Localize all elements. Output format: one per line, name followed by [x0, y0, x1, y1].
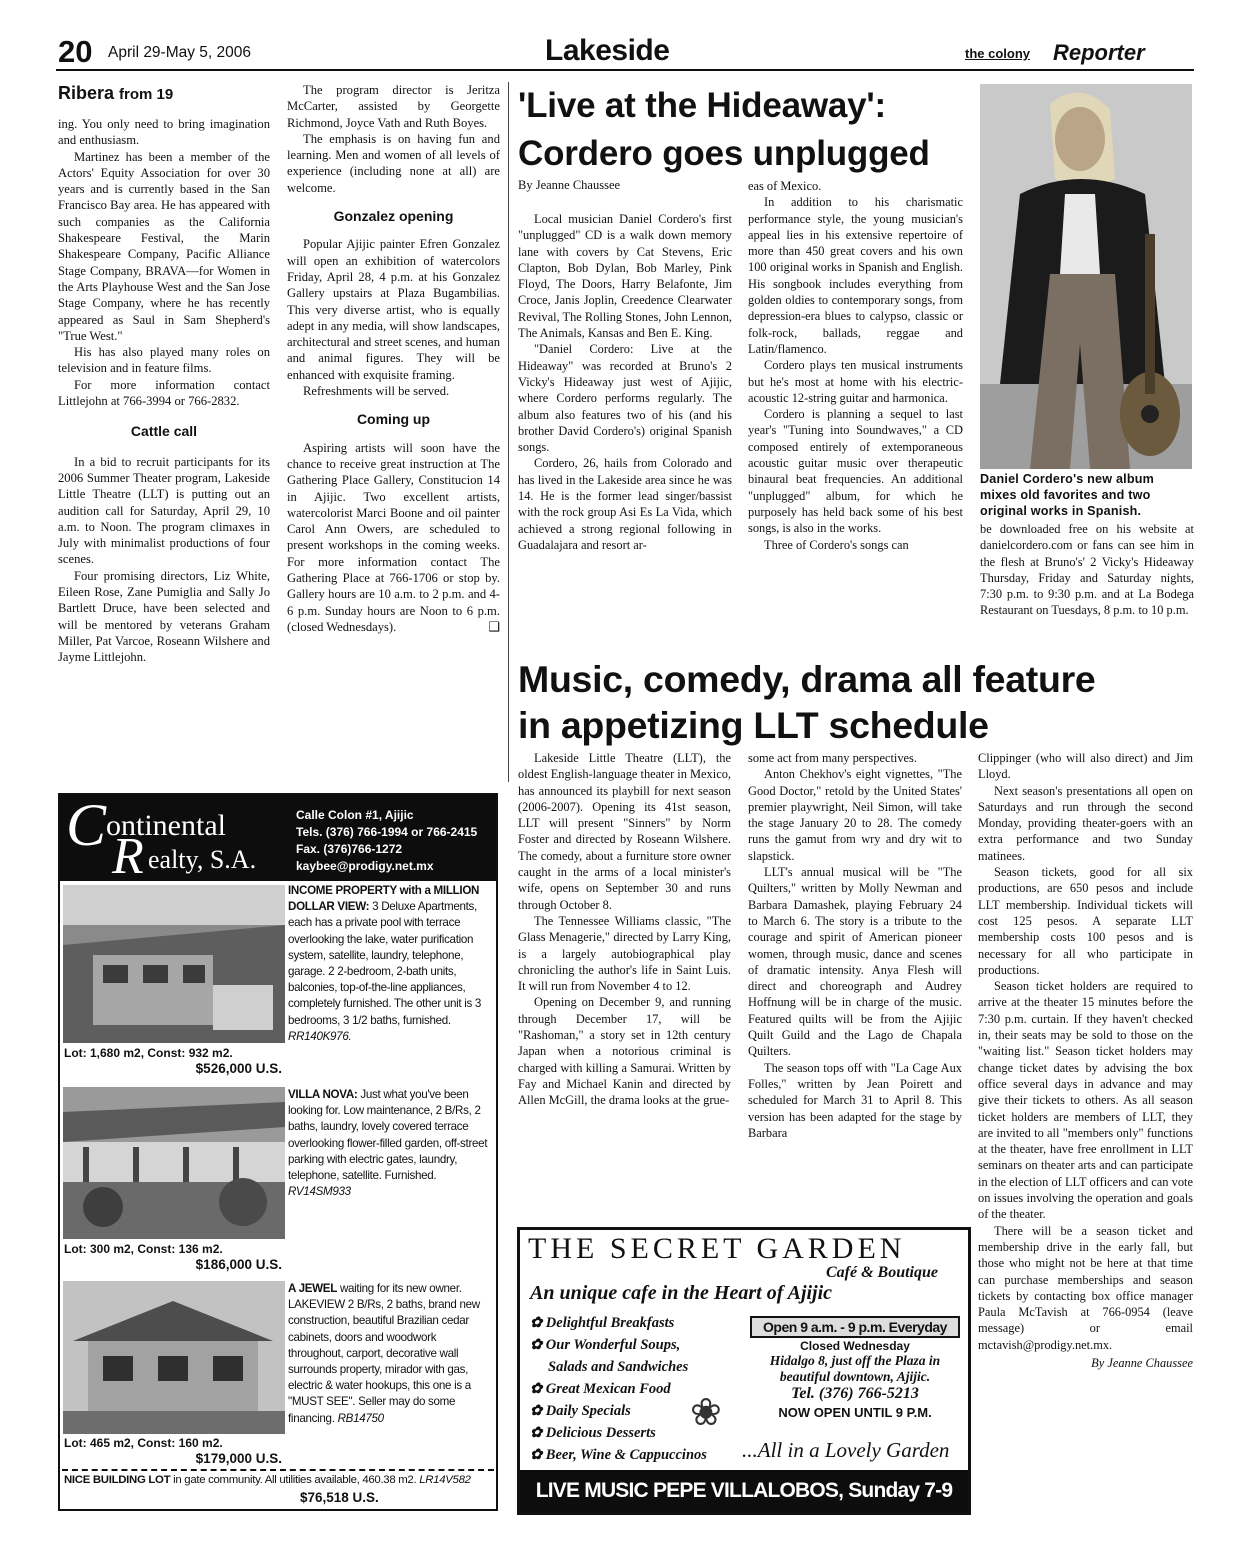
- paper-name: Reporter: [1053, 40, 1145, 65]
- menu-item: Salads and Sandwiches: [548, 1359, 689, 1375]
- issue-date: April 29-May 5, 2006: [108, 44, 252, 61]
- ribera-headline-suffix: from 19: [119, 86, 174, 103]
- paragraph: Clippinger (who will also direct) and Jim Lloyd.: [978, 751, 1193, 782]
- paragraph: LLT's annual musical will be "The Quilters," written by Molly Newman and Barbara Damashek, playing February 24 to March 6. The story is a tribute to the courage and spirit of American pioneer women, through music, dance and scenes of dramatic intensity. Anya Flesh will direct and choreograph and Audrey Hoffnung will be in charge of the music. Featured quilts will be from the Ajijic Quilt Guild and the Lago de Chapala Quilters.: [748, 865, 962, 1059]
- paragraph: ing. You only need to bring imagination and enthusiasm.: [58, 117, 270, 148]
- paragraph: Local musician Daniel Cordero's first "unplugged" CD is a walk down memory lane with covers by Cat Stevens, Eric Clapton, Bob Dylan, Bob Marley, Pink Floyd, The Doors, Harry Belafonte, Jim Croce, Janis Joplin, Creedence Clearwater Revival, The Rolling Stones, John Lennon, The Animals, Kansas and Ben E. King.: [518, 212, 732, 341]
- garden-location: Hidalgo 8, just off the Plaza in beautiful downtown, Ajijic.: [769, 1353, 941, 1384]
- listing-description: [288, 883, 494, 1045]
- ribera-headline-main: Ribera: [58, 83, 115, 103]
- llt-headline: [518, 656, 1198, 748]
- paragraph: The program director is Jeritza McCarter, assisted by Georgette Richmond, Joyce Vath and Ruth Boyes.: [287, 83, 500, 130]
- dashed-divider: [62, 1469, 494, 1471]
- lakeview-house-photo-image: [63, 1281, 285, 1434]
- listing-code: RV14SM933: [288, 1185, 351, 1199]
- listing-title: VILLA NOVA:: [288, 1088, 358, 1101]
- listing-price: $526,000 U.S.: [195, 1061, 282, 1076]
- musician-photo-image: [980, 84, 1192, 469]
- villa-photo-image: [63, 1087, 285, 1239]
- logo-line-2: ealty, S.A.: [148, 845, 257, 874]
- listing-title: A JEWEL: [288, 1282, 338, 1295]
- ribera-column: [58, 82, 270, 666]
- paragraph: Season ticket holders are required to arrive at the theater 15 minutes before the 7:30 p.m. curtain. If they haven't checked in, their seats may be sold to those on the "waiting list." Season ticket holders may change ticket dates by advising the box office several days in advance and may give their tickets to others. As all season ticket holders are members of LLT, they are invited to all "members only" functions at the theater, have free enrollment in LLT seminars on theater arts and can participate in the election of LLT officers and can vote on issues involving the operation and goals of the theater.: [978, 979, 1193, 1222]
- paragraph: His has also played many roles on television and in feature films.: [58, 345, 270, 376]
- paragraph: Four promising directors, Liz White, Eileen Rose, Zane Pumiglia and Sally Jo Bartlett Druce, have been selected and will be mentored by veterans Graham Miller, Pat Varcoe, Roseann Wilshere and Jayme Littlejohn.: [58, 568, 270, 665]
- logo-initial-r: R: [112, 828, 144, 885]
- llt-headline-line1: Music, comedy, drama all feature: [518, 658, 1096, 700]
- paragraph: The emphasis is on having fun and learning. Men and women of all levels of experience (including none at all) are welcome.: [287, 131, 500, 195]
- paragraph: Anton Chekhov's eight vignettes, "The Good Doctor," retold by the United States' premier playwright, Neil Simon, will take the stage January 20 to 28. The comedy runs the gamut from wry and dry wit to slapstick.: [748, 767, 962, 863]
- cordero-column-1: [518, 211, 732, 553]
- menu-item: ✿ Our Wonderful Soups,: [530, 1337, 681, 1353]
- paragraph: Aspiring artists will soon have the chance to receive great instruction at The Gathering Place Gallery, Constitucion 14 in Ajijic. Two excellent artists, watercolorist Marci Boone and oil painter Carol Ann Owers, are scheduled to present workshops in the coming weeks. For more information contact The Gathering Place at 766-1706 or stop by. Gallery hours are 10 a.m. to 2 p.m. and 4-6 p.m. Sunday hours are Noon to 6 p.m. (closed Wednesdays).: [287, 440, 500, 634]
- listing-description: [288, 1087, 494, 1200]
- realty-contact: [296, 807, 477, 875]
- menu-item: ✿ Beer, Wine & Cappuccinos: [530, 1447, 707, 1463]
- coming-up-heading: Coming up: [356, 411, 431, 428]
- cordero-headline-line1: 'Live at the Hideaway':: [518, 86, 886, 125]
- listing-price: $179,000 U.S.: [195, 1451, 282, 1466]
- paragraph: Cordero plays ten musical instruments but he's most at home with his electric-acoustic 12-string guitar and harmonica.: [748, 358, 963, 405]
- paragraph: Popular Ajijic painter Efren Gonzalez will open an exhibition of watercolors Friday, April 28, 4 p.m. at his Gonzalez Gallery upstairs at Plaza Bugambilias. This very diverse artist, who is equally adept in any media, will show landscapes, architectural and street scenes, and human and animal figures. They will be enhanced with exquisite framing.: [287, 237, 500, 382]
- listing-photo: [63, 1087, 285, 1239]
- listing-title: INCOME PROPERTY with a MILLION DOLLAR VIEW:: [288, 884, 480, 914]
- cordero-byline: By Jeanne Chaussee: [518, 178, 621, 192]
- paragraph: Next season's presentations all open on Saturdays and run through the second Monday, providing theater-goers with an extra performance and two Sunday matinees.: [978, 783, 1193, 863]
- menu-item: ✿ Delightful Breakfasts: [530, 1315, 675, 1331]
- lot-listing-code: LR14V582: [419, 1474, 471, 1486]
- end-mark: ❑: [488, 619, 500, 635]
- column-rule: [508, 82, 509, 782]
- garden-title: THE SECRET GARDEN: [528, 1232, 906, 1265]
- realty-email: kaybee@prodigy.net.mx: [296, 859, 434, 873]
- ribera-headline: [58, 82, 270, 106]
- realty-logo: [66, 792, 292, 885]
- paragraph: In addition to his charismatic performance style, the young musician's appeal lies in his extensive repertoire of more than 450 great covers and his own 100 original works in Spanish and English. His songbook includes everything from golden oldies to contemporary songs, from depression-era blues to calypso, classic or folk-rock, ballads, reggae and Latin/flamenco.: [748, 195, 963, 356]
- section-title: Lakeside: [545, 34, 670, 67]
- cordero-column-3: [980, 521, 1194, 619]
- lot-listing-body: in gate community. All utilities available, 460.38 m2.: [173, 1474, 417, 1486]
- apartments-photo-image: [63, 885, 285, 1043]
- paragraph: For more information contact Littlejohn at 766-3994 or 766-2832.: [58, 377, 270, 409]
- paragraph: Cordero is planning a sequel to last year's "Tuning into Soundwaves," a CD composed entirely of extemporaneous acoustic guitar music over therapeutic binaural beat frequencies. An additional "unplugged" album, for which he purposely has held back some of his best songs, is also in the works.: [748, 407, 963, 536]
- paragraph: Martinez has been a member of the Actors' Equity Association for over 30 years and is currently based in the San Francisco Bay area. He has appeared with such companies as the California Shakespeare Festival, the Marin Shakespeare Company, Pacific Alliance Stage Company, BRAVA—for Women in the Arts Playhouse West and the San Jose Stage Company, where he has recently appeared as Saul in Sam Shepherd's "True West.": [58, 149, 270, 343]
- logo-initial-c: C: [66, 792, 107, 858]
- listing-body: waiting for its new owner. LAKEVIEW 2 B/Rs, 2 baths, brand new construction, beautiful Brazilian cedar cabinets, doors and woodwork throughout, carport, decorative wall surrounds property, mirador with gas, electric & water hookups, this one is a "MUST SEE". Seller may do some financing.: [288, 1282, 480, 1425]
- paragraph: Refreshments will be served.: [303, 384, 450, 399]
- cordero-headline-line2: Cordero goes unplugged: [518, 134, 930, 173]
- cordero-headline: [518, 82, 978, 178]
- cordero-column-2: [748, 178, 963, 553]
- garden-hours: Open 9 a.m. - 9 p.m. Everyday: [750, 1316, 960, 1338]
- listing-photo: [63, 885, 285, 1043]
- menu-item: ✿ Daily Specials: [530, 1403, 631, 1419]
- llt-byline: By Jeanne Chaussee: [1091, 1355, 1193, 1370]
- garden-closed: Closed Wednesday: [800, 1339, 910, 1353]
- llt-column-2: [748, 750, 962, 1141]
- paragraph: Cordero, 26, hails from Colorado and has lived in the Lakeside area since he was 14. He is the former lead singer/bassist with the rock group Asi Es La Vida, which achieved a strong regional following in Guadalajara and resort ar-: [518, 456, 732, 552]
- masthead-rule: [56, 69, 1194, 71]
- paragraph: Three of Cordero's songs can: [764, 537, 909, 552]
- realty-address: Calle Colon #1, Ajijic: [296, 808, 414, 822]
- cordero-photo: [980, 84, 1192, 469]
- garden-menu-list: [530, 1312, 740, 1466]
- llt-column-3: [978, 750, 1193, 1371]
- listing-code: RR140K976.: [288, 1029, 352, 1043]
- listing-lot-size: Lot: 465 m2, Const: 160 m2.: [64, 1436, 223, 1450]
- menu-item: ✿ Great Mexican Food: [530, 1381, 671, 1397]
- continental-realty-ad: [58, 793, 498, 1511]
- lot-listing-title: NICE BUILDING LOT: [64, 1474, 171, 1486]
- paragraph: There will be a season ticket and membership drive in the early fall, but those who might not be here at that time can purchase memberships and season tickets by contacting box office manager Paula McTavish at 766-0954 (leave message) or email mctavish@prodigy.net.mx.: [978, 1223, 1193, 1352]
- listing-price: $186,000 U.S.: [195, 1257, 282, 1272]
- garden-info: [750, 1316, 960, 1420]
- realty-fax: Fax. (376)766-1272: [296, 842, 403, 856]
- listing-body: Just what you've been looking for. Low maintenance, 2 B/Rs, 2 baths, laundry, lovely covered terrace overlooking flower-filled garden, off-street parking with electric gates, laundry, telephone, satellite. Furnished.: [288, 1088, 488, 1183]
- menu-item: ✿ Delicious Desserts: [530, 1425, 656, 1441]
- gonzalez-heading: Gonzalez opening: [333, 208, 454, 225]
- paragraph: In a bid to recruit participants for its 2006 Summer Theater program, Lakeside Little Theatre (LLT) is putting out an audition call for Saturday, April 29, 10 a.m. to Noon. The program climaxes in July with minimalist productions of four scenes.: [58, 454, 270, 567]
- paragraph: The Tennessee Williams classic, "The Glass Menagerie," directed by Larry King, is a largely autobiographical play chronicling the author's life in Saint Luis. It will run from November 4 to 12.: [518, 913, 731, 994]
- paragraph: Opening on December 9, and running through December 17, will be "Rashoman," a story set in 12th century Japan when a notorious criminal is charged with killing a Samurai. Written by Fay and Michael Kanin and directed by Allen McGill, the drama looks at the grue-: [518, 995, 731, 1108]
- garden-open-until: NOW OPEN UNTIL 9 P.M.: [778, 1405, 932, 1420]
- listing-lot-size: Lot: 1,680 m2, Const: 932 m2.: [64, 1046, 233, 1060]
- garden-live-music-banner: LIVE MUSIC PEPE VILLALOBOS, Sunday 7-9 p.m.: [520, 1470, 968, 1512]
- paragraph: some act from many perspectives.: [748, 751, 917, 765]
- realty-tels: Tels. (376) 766-1994 or 766-2415: [296, 825, 478, 839]
- listing-photo: [63, 1281, 285, 1434]
- llt-headline-line2: in appetizing LLT schedule: [518, 704, 989, 746]
- garden-subtitle: Café & Boutique: [825, 1264, 938, 1281]
- logo-line-1: ontinental: [106, 809, 226, 842]
- paragraph: Season tickets, good for all six productions, are 650 pesos and include LLT membership. Individual tickets will cost 125 pesos. A separate LLT membership costs 100 pesos and is necessary for all who participate in productions.: [978, 865, 1193, 977]
- flower-icon: ❀: [690, 1392, 722, 1434]
- paragraph: The season tops off with "La Cage Aux Folles," written by Jean Poirett and scheduled for March 31 to April 8. This version has been adapted for the stage by Barbara: [748, 1060, 962, 1140]
- lot-listing-price: $76,518 U.S.: [300, 1490, 379, 1505]
- garden-telephone: Tel. (376) 766-5213: [791, 1385, 919, 1402]
- cordero-photo-caption: Daniel Cordero's new album mixes old favorites and two original works in Spanish.: [980, 472, 1155, 518]
- secret-garden-ad: [517, 1227, 971, 1544]
- paper-name-prefix: the colony: [965, 46, 1031, 61]
- listing-body: 3 Deluxe Apartments, each has a private pool with terrace overlooking the lake, water purification system, satellite, laundry, telephone, garage. 2 2-bedroom, 2-bath units, balconies, top-of-the-line appliances, completely furnished. The other unit is 3 bedrooms, 3 1/2 baths, furnished.: [288, 900, 482, 1027]
- page-number: 20: [58, 34, 93, 69]
- paragraph: eas of Mexico.: [748, 179, 822, 193]
- paragraph: Lakeside Little Theatre (LLT), the oldest English-language theater in Mexico, has announced its playbill for next season (2006-2007). Opening its 41st season, LLT will present "Sinners" by Norm Foster and directed by Roseann Wilshere. The comedy, about a furniture store owner caught in the arms of a local minister's wife, opens on September 30 and runs through October 8.: [518, 751, 731, 912]
- building-lot-listing: [64, 1472, 494, 1488]
- paragraph: "Daniel Cordero: Live at the Hideaway" was recorded at Bruno's 2 Vicky's Hideaway just west of Ajijic, where Cordero performs regularly. The album also features two of his (and his brother David Cordero's) original Spanish songs.: [518, 342, 732, 455]
- listing-lot-size: Lot: 300 m2, Const: 136 m2.: [64, 1242, 223, 1256]
- realty-header: [60, 792, 496, 885]
- listing-description: [288, 1281, 494, 1427]
- llt-column-1: [518, 750, 731, 1109]
- garden-tagline: An unique cafe in the Heart of Ajijic: [530, 1282, 833, 1304]
- cattle-call-heading: Cattle call: [130, 423, 198, 440]
- garden-slogan: ...All in a Lovely Garden: [742, 1438, 950, 1462]
- briefs-column: [287, 82, 500, 636]
- listing-code: RB14750: [337, 1411, 384, 1425]
- paragraph: be downloaded free on his website at danielcordero.com or fans can see him in the flesh at Bruno's' 2 Vicky's Hideaway Thursday, Friday and Saturday nights, 7:30 p.m. to 9:30 p.m. and at La Bodega Restaurant on Tuesdays, 8 p.m. to 10 p.m.: [980, 522, 1194, 618]
